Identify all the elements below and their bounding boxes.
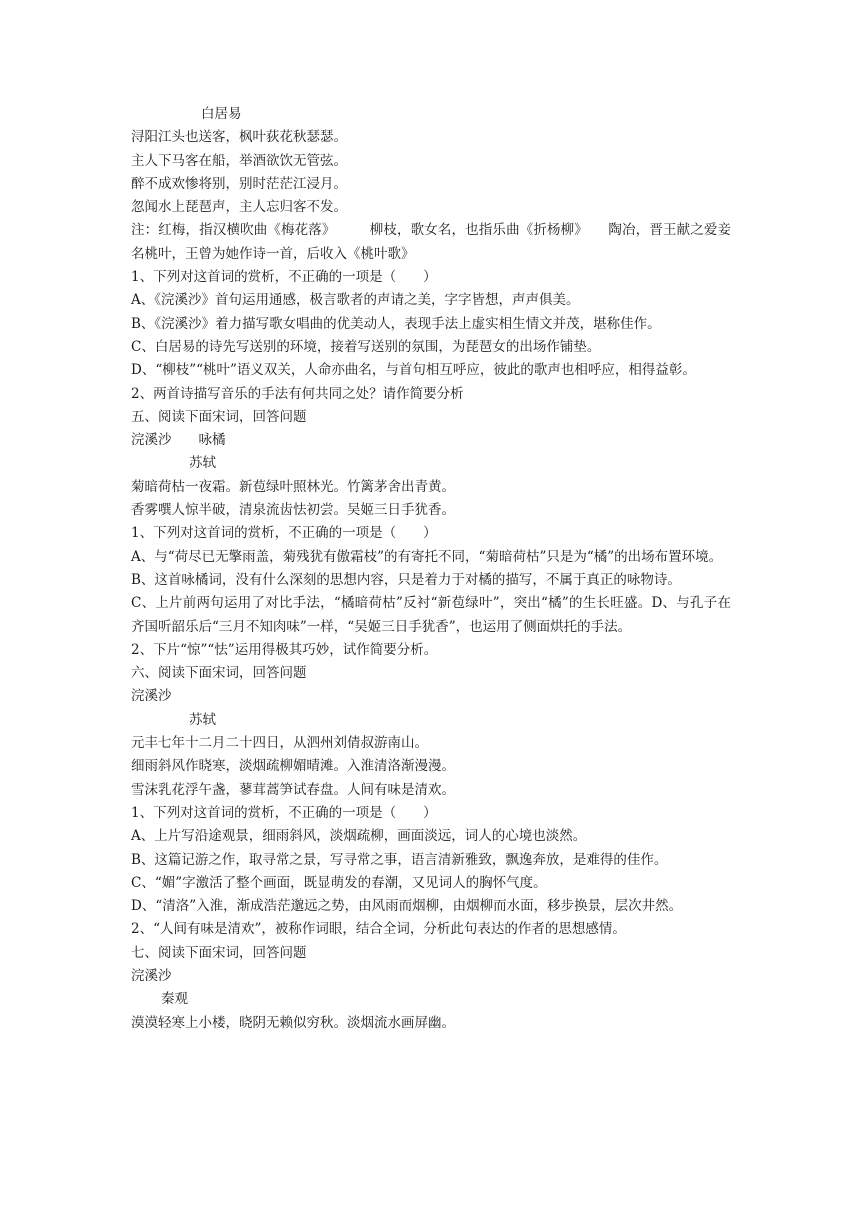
pipa-line-3: 醉不成欢惨将别，别时茫茫江浸月。 (131, 175, 347, 192)
q1-opt-b-a: B、《浣溪沙》着力描写歌女唱曲的优美动人，表现手法上虚实相生情文并茂，堪称佳作。 (131, 315, 661, 332)
author-su-shi-1: 苏轼 (189, 455, 216, 472)
q2-a: 2、两首诗描写音乐的手法有何共同之处？请作简要分析 (131, 385, 464, 402)
author-su-shi-2: 苏轼 (189, 711, 216, 728)
q1-opt-b-c: B、这篇记游之作，取寻常之景，写寻常之事，语言清新雅致，飘逸奔放，是难得的佳作。 (131, 851, 668, 868)
q1-opt-a-a: A、《浣溪沙》首句运用通感，极言歌者的声请之美，字字皆想，声声俱美。 (131, 292, 580, 309)
q2-c: 2、“人间有味是清欢”，被称作词眼，结合全词，分析此句表达的作者的思想感情。 (131, 921, 626, 938)
q1-stem-b: 1、下列对这首词的赏析，不正确的一项是（ ） (131, 525, 437, 542)
pipa-line-4: 忽闻水上琵琶声，主人忘归客不发。 (131, 199, 347, 216)
title-7: 浣溪沙 (131, 967, 172, 984)
ju-line-1: 菊暗荷枯一夜霜。新苞绿叶照林光。竹篱茅舍出青黄。 (131, 478, 455, 495)
q1-opt-a-c: A、上片写沿途观景，细雨斜风，淡烟疏柳，画面淡远，词人的心境也淡然。 (131, 828, 587, 845)
pipa-line-2: 主人下马客在船，举酒欲饮无管弦。 (131, 152, 347, 169)
pipa-line-1: 浔阳江头也送客，枫叶荻花秋瑟瑟。 (131, 129, 347, 146)
author-bai-juyi: 白居易 (201, 106, 242, 122)
section-5: 五、阅读下面宋词，回答问题 (131, 408, 307, 425)
xi-line-1: 细雨斜风作晓寒，淡烟疏柳媚晴滩。入淮清洛渐漫漫。 (131, 758, 455, 775)
q1-opt-d-a: D、“柳枝”“桃叶”语义双关，人命亦曲名，与首句相互呼应，彼此的歌声也相呼应，相得益彰。 (131, 362, 696, 379)
author-qin-guan: 秦观 (161, 991, 188, 1008)
title-6: 浣溪沙 (131, 688, 172, 705)
q1-opt-c-c: C、“媚”字激活了整个画面，既显萌发的春潮，又见词人的胸怀气度。 (131, 874, 547, 891)
section-6: 六、阅读下面宋词，回答问题 (131, 665, 307, 682)
q1-opt-cd-b: C、上片前两句运用了对比手法，“橘暗荷枯”反衬“新苞绿叶”，突出“橘”的生长旺盛。D、与孔子在齐国听韶乐后“三月不知肉味”一样，“吴姬三日手犹香”，也运用了侧面烘托的手法。 (131, 595, 731, 635)
q1-stem-c: 1、下列对这首词的赏析，不正确的一项是（ ） (131, 804, 437, 821)
note: 注：红梅，指汉横吹曲《梅花落》 柳枝，歌女名，也指乐曲《折杨柳》 陶冶，晋王献之爱妾名桃叶，王曾为她作诗一首，后收入《桃叶歌》 (131, 222, 731, 262)
q1-opt-c-a: C、白居易的诗先写送别的环境，接着写送别的氛围，为琵琶女的出场作铺垫。 (131, 338, 601, 355)
xi-line-2: 雪沫乳花浮午盏，蓼茸蒿笋试春盘。人间有味是清欢。 (131, 781, 455, 798)
qin-line-1: 漠漠轻寒上小楼，晓阴无赖似穷秋。淡烟流水画屏幽。 (131, 1014, 455, 1031)
q1-stem-a: 1、下列对这首词的赏析，不正确的一项是（ ） (131, 269, 437, 286)
q1-opt-b-b: B、这首咏橘词，没有什么深刻的思想内容，只是着力于对橘的描写，不属于真正的咏物诗。 (131, 571, 681, 588)
q1-opt-d-c: D、“清洛”入淮，渐成浩茫邈远之势，由风雨而烟柳，由烟柳而水面，移步换景，层次井然。 (131, 898, 683, 915)
section-7: 七、阅读下面宋词，回答问题 (131, 944, 307, 961)
document-body (131, 103, 731, 1035)
ju-line-2: 香雾噀人惊半破，清泉流齿怯初尝。吴姬三日手犹香。 (131, 502, 455, 519)
title-5: 浣溪沙 咏橘 (131, 432, 226, 449)
preface-6: 元丰七年十二月二十四日，从泗州刘倩叔游南山。 (131, 735, 428, 752)
q1-opt-a-b: A、与“荷尽已无擎雨盖，菊残犹有傲霜枝”的有寄托不同，“菊暗荷枯”只是为“橘”的出场布置环境。 (131, 548, 723, 565)
q2-b: 2、下片“惊”“怯”运用得极其巧妙，试作简要分析。 (131, 641, 438, 658)
